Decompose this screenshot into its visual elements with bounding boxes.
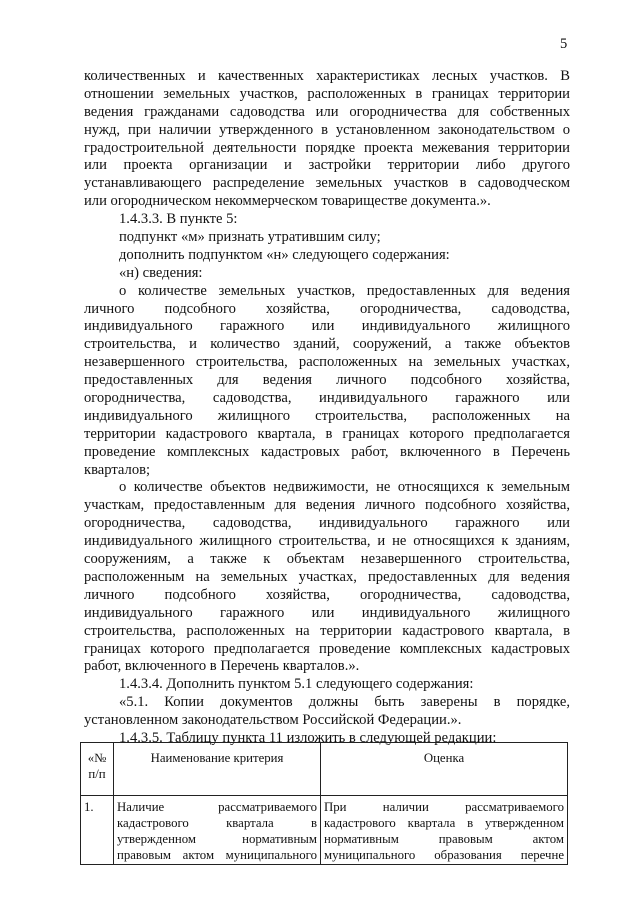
text-line: границах которого предполагается проведение комплексных кадастровых: [84, 640, 570, 657]
text-line: огородничества, садоводства, индивидуального гаражного или: [84, 390, 570, 407]
text-line: территории кадастрового квартала, в границах которого предполагается: [84, 425, 570, 442]
row-criterion: [114, 796, 321, 865]
text-line: индивидуального гаражного или индивидуального жилищного: [84, 318, 570, 335]
text-line: личного подсобного хозяйства, огородничества, садоводства,: [84, 586, 570, 603]
header-number-line: «№: [87, 751, 107, 765]
table-row: [81, 796, 568, 865]
text-line: или огородническом некоммерческом товариществе документа.».: [84, 193, 491, 210]
header-number-line: п/п: [88, 766, 106, 781]
text-line: сооружениям, а также к объектам незавершенного строительства,: [84, 551, 570, 568]
score-line: При наличии рассматриваемого: [324, 800, 564, 814]
text-line: «н) сведения:: [119, 264, 203, 281]
page-number: 5: [560, 36, 568, 52]
header-criterion: Наименование критерия: [114, 743, 321, 796]
text-line: 1.4.3.3. В пункте 5:: [119, 211, 238, 228]
text-line: индивидуального гаражного или индивидуального жилищного: [84, 604, 570, 621]
criteria-table: [80, 742, 568, 865]
criterion-line: Наличие рассматриваемого: [117, 800, 317, 814]
text-line: личного подсобного хозяйства, огородничества, садоводства,: [84, 300, 570, 317]
score-line: кадастрового квартала в утвержденном: [324, 815, 564, 830]
score-line: муниципального образования перечне: [324, 847, 564, 862]
criterion-line: кадастрового квартала в: [117, 815, 317, 830]
document-body: [84, 68, 570, 748]
criterion-line: утвержденном нормативным: [117, 831, 317, 846]
row-score: [321, 796, 568, 865]
text-line: расположенным на земельных участках, предоставленных для ведения: [84, 568, 570, 585]
text-line: ведения гражданами садоводства или огородничества для собственных: [84, 103, 570, 120]
table-header-row: [81, 743, 568, 796]
score-line: нормативным правовым актом: [324, 831, 564, 846]
text-line: установленном законодательством Российской Федерации.».: [84, 712, 462, 729]
text-line: нужд, при наличии утвержденного в установленном законодательством о: [84, 121, 570, 138]
text-line: незавершенного строительства, расположенных на земельных участках,: [84, 354, 570, 371]
row-number: 1.: [81, 796, 114, 865]
text-line: индивидуального жилищного строительства, расположенных на: [84, 407, 570, 424]
text-line: «5.1. Копии документов должны быть заверены в порядке,: [119, 694, 570, 711]
text-line: 1.4.3.4. Дополнить пунктом 5.1 следующего содержания:: [119, 676, 474, 693]
text-line: количественных и качественных характеристиках лесных участков. В: [84, 68, 570, 84]
header-score: Оценка: [321, 743, 568, 796]
text-line: кварталов;: [84, 461, 151, 478]
text-line: проведение комплексных кадастровых работ, включенного в Перечень: [84, 443, 570, 460]
text-line: огородничества, садоводства, индивидуального гаражного или: [84, 515, 570, 532]
text-line: участкам, предоставленным для ведения личного подсобного хозяйства,: [84, 497, 570, 514]
text-line: строительства, расположенных на территории кадастрового квартала, в: [84, 622, 570, 639]
text-line: работ, включенного в Перечень кварталов.».: [84, 658, 360, 675]
text-line: о количестве земельных участков, предоставленных для ведения: [119, 282, 570, 299]
text-line: 1.4.3.5. Таблицу пункта 11 изложить в следующей редакции:: [119, 729, 497, 746]
text-line: строительства, и количество зданий, сооружений, а также объектов: [84, 336, 570, 353]
header-number: [81, 743, 114, 796]
text-line: или проекта организации и застройки территории либо другого: [84, 157, 570, 174]
text-line: о количестве объектов недвижимости, не относящихся к земельным: [119, 479, 570, 496]
text-line: градостроительной деятельности порядке проекта межевания территории: [84, 139, 570, 156]
text-line: устанавливающего распределение земельных участков в садоводческом: [84, 175, 570, 192]
text-line: дополнить подпунктом «н» следующего содержания:: [119, 246, 450, 263]
text-line: индивидуального жилищного строительства, и не относящихся к зданиям,: [84, 533, 570, 550]
text-line: подпункт «м» признать утратившим силу;: [119, 229, 381, 246]
criterion-line: правовым актом муниципального: [117, 847, 317, 862]
text-line: отношении земельных участков, расположенных в границах территории: [84, 85, 570, 102]
text-line: предоставленных для ведения личного подсобного хозяйства,: [84, 372, 570, 389]
